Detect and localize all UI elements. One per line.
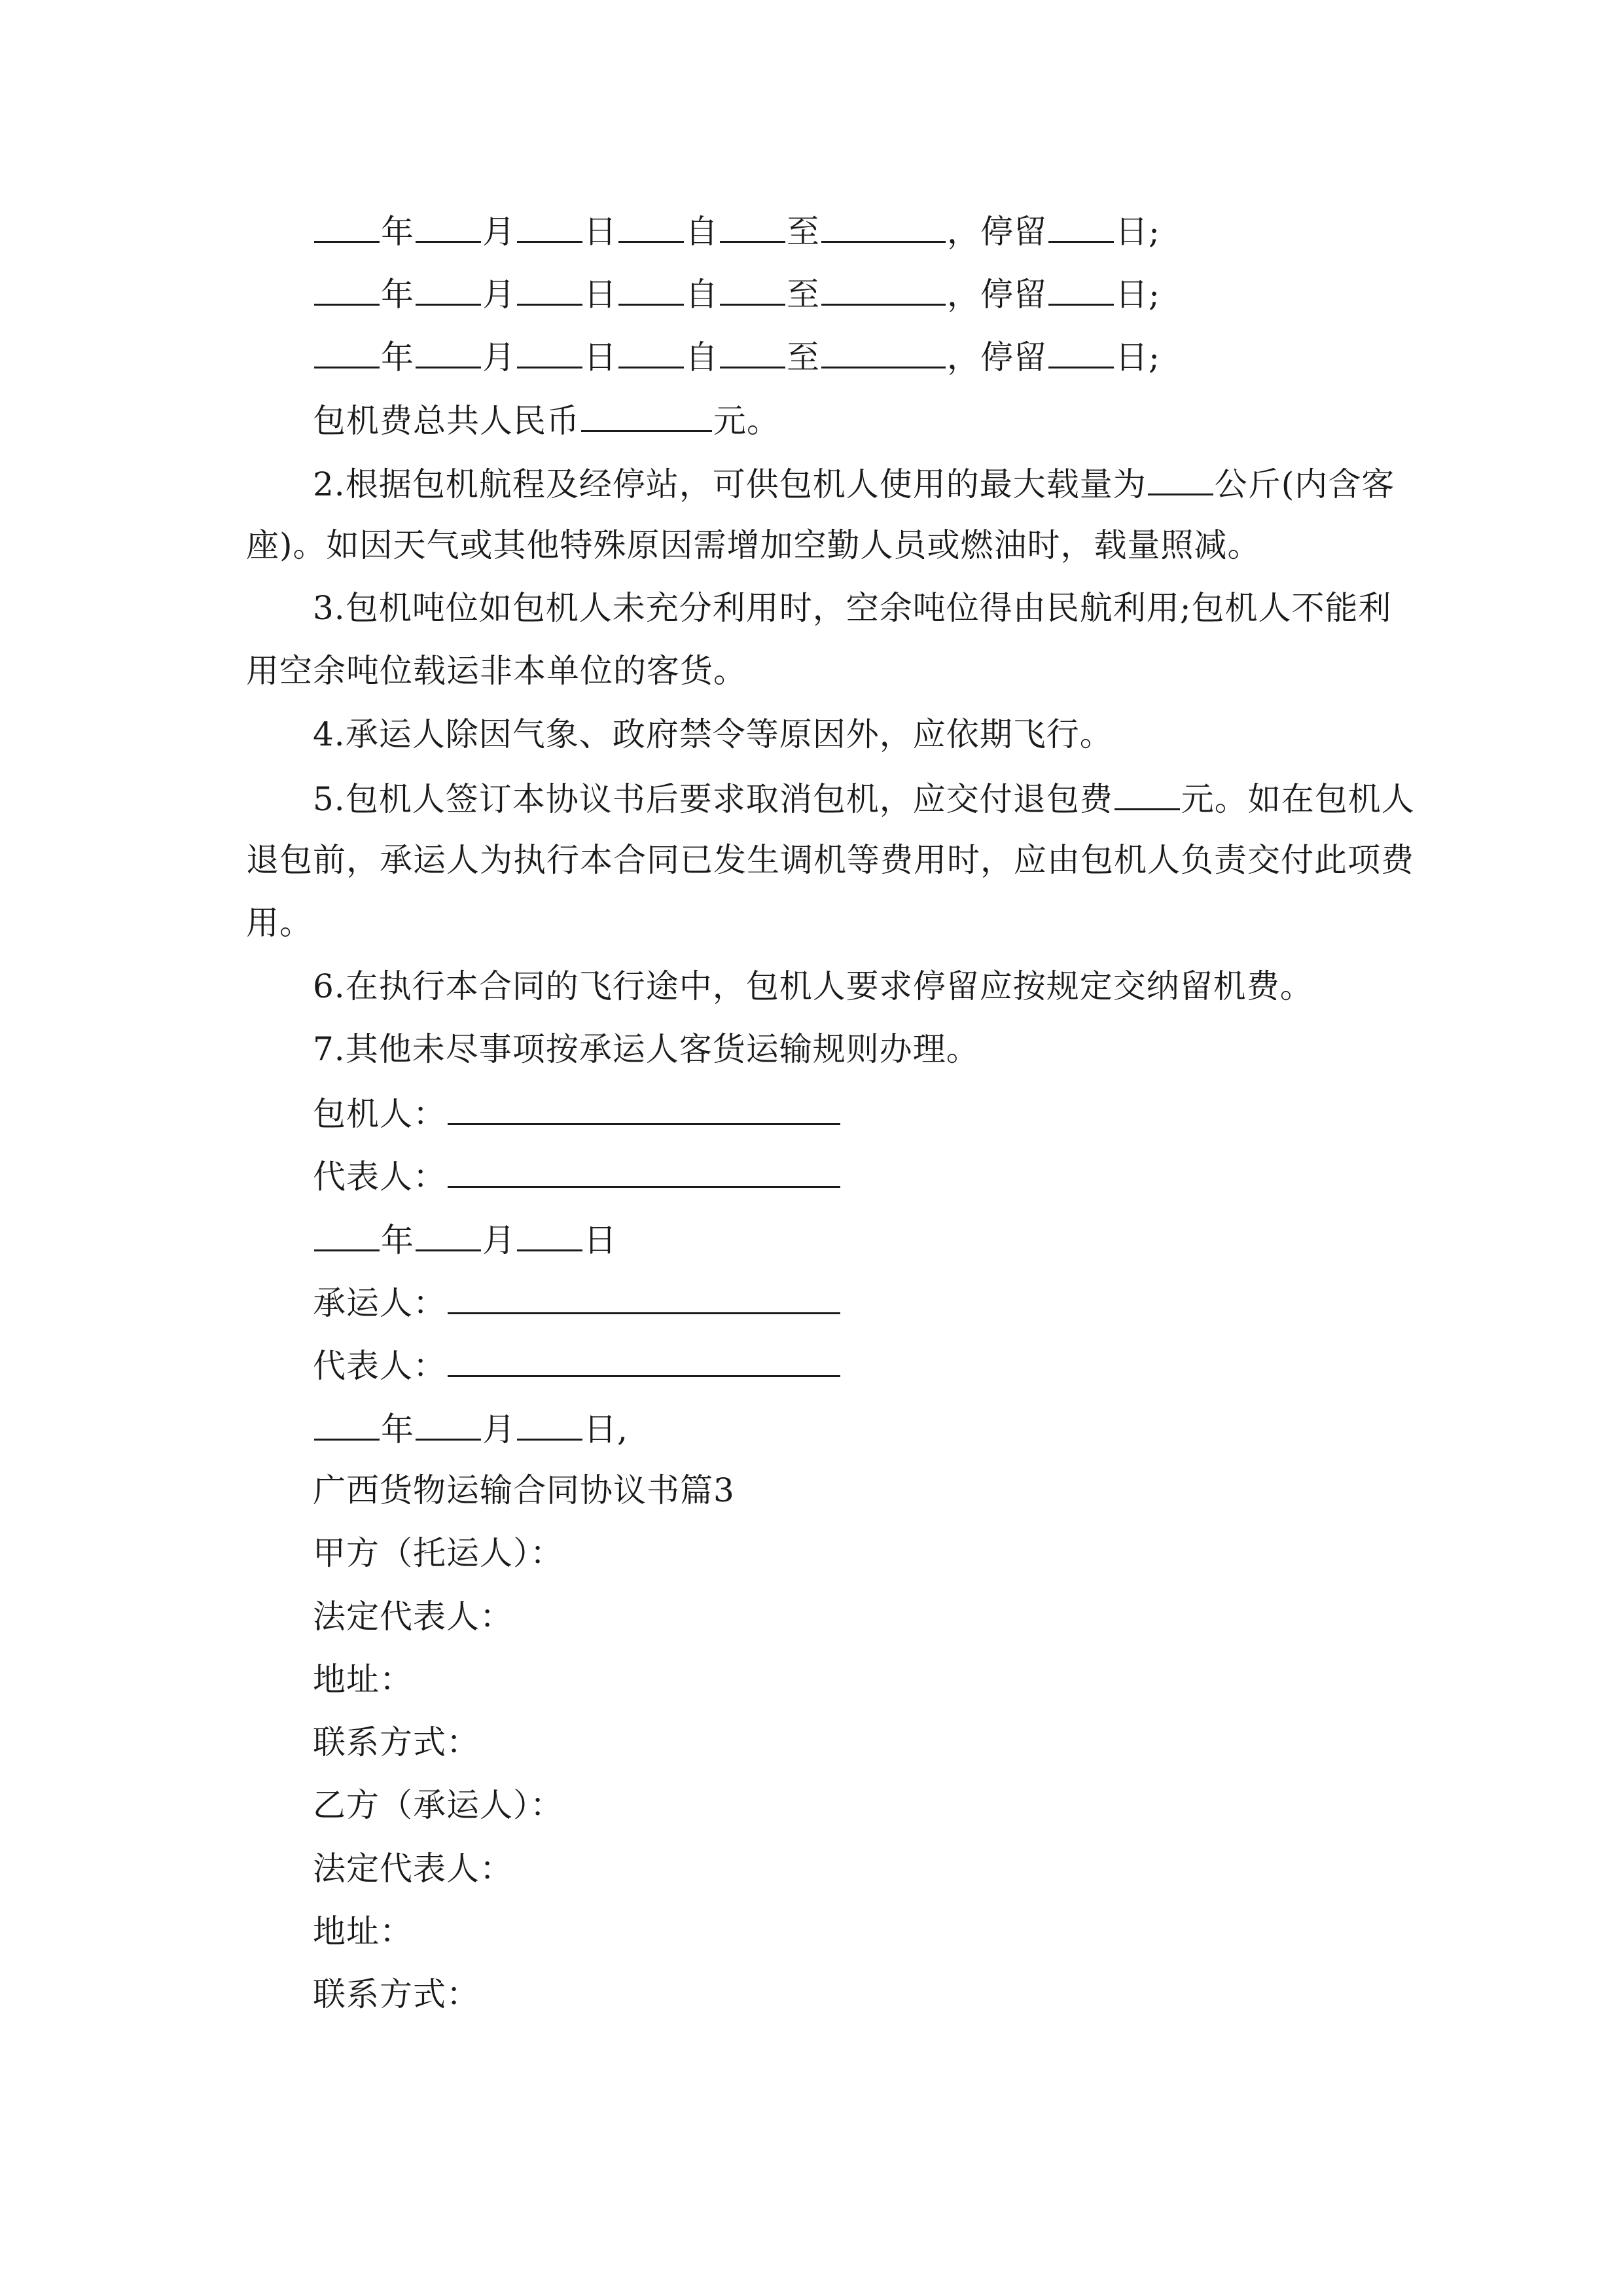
blank-field[interactable] <box>517 271 582 306</box>
clause-4: 4.承运人除因气象、政府禁令等原因外，应依期飞行。 <box>313 715 1113 753</box>
blank-field[interactable] <box>314 334 380 368</box>
blank-field[interactable] <box>821 271 946 306</box>
label: 月 <box>482 213 516 251</box>
clause-2-cont: 座)。如因天气或其他特殊原因需增加空勤人员或燃油时，载量照减。 <box>246 526 1261 564</box>
clause-7: 7.其他未尽事项按承运人客货运输规则办理。 <box>313 1030 980 1068</box>
blank-field[interactable] <box>618 271 684 306</box>
label: 年 <box>381 276 414 314</box>
blank-field[interactable] <box>720 208 785 243</box>
label: 年 <box>381 1410 414 1448</box>
blank-field[interactable] <box>517 1217 582 1251</box>
party-a-legal-rep: 法定代表人： <box>313 1598 513 1636</box>
party-b-legal-rep: 法定代表人： <box>313 1850 513 1888</box>
label: ，停留 <box>947 276 1047 314</box>
blank-field[interactable] <box>618 334 684 368</box>
label: 年 <box>381 338 414 376</box>
label: 日; <box>1115 338 1160 376</box>
party-b-contact: 联系方式： <box>313 1975 480 2013</box>
blank-field[interactable] <box>1048 271 1114 306</box>
label: 日; <box>1115 276 1160 314</box>
charterer-signature-field[interactable] <box>448 1090 840 1125</box>
carrier-signature-line <box>313 1280 1386 1325</box>
blank-field[interactable] <box>314 208 380 243</box>
clause-2 <box>313 461 1395 506</box>
blank-field[interactable] <box>314 1406 380 1441</box>
charterer-date-line <box>313 1217 1386 1262</box>
fee-total-line <box>313 397 1386 442</box>
label: 日; <box>1115 213 1160 251</box>
refund-fee-field[interactable] <box>1115 776 1180 810</box>
clause-3: 3.包机吨位如包机人未充分利用时，空余吨位得由民航利用;包机人不能利 <box>313 589 1392 627</box>
label: 自 <box>685 276 719 314</box>
label: 日 <box>584 338 617 376</box>
label: 至 <box>787 276 820 314</box>
schedule-row <box>313 271 1386 316</box>
label: 日 <box>584 213 617 251</box>
label: 年 <box>381 1221 414 1259</box>
label: 代表人： <box>313 1158 446 1196</box>
label: 日, <box>584 1410 628 1448</box>
party-a-contact: 联系方式： <box>313 1723 480 1761</box>
label: 月 <box>482 338 516 376</box>
blank-field[interactable] <box>517 1406 582 1441</box>
label: 元。 <box>713 402 780 440</box>
charterer-rep-line <box>313 1153 1386 1198</box>
party-b-title: 乙方（承运人）： <box>313 1786 563 1824</box>
clause-text: 5.包机人签订本协议书后要求取消包机，应交付退包费 <box>313 780 1113 818</box>
label: 年 <box>381 213 414 251</box>
clause-5-cont: 用。 <box>246 904 313 942</box>
blank-field[interactable] <box>1048 334 1114 368</box>
label: 包机人： <box>313 1095 446 1133</box>
charterer-signature-line <box>313 1090 1386 1136</box>
label: 承运人： <box>313 1284 446 1322</box>
fee-total-field[interactable] <box>581 397 712 432</box>
blank-field[interactable] <box>517 208 582 243</box>
carrier-signature-field[interactable] <box>448 1280 840 1314</box>
label: 月 <box>482 1410 516 1448</box>
label: ，停留 <box>947 338 1047 376</box>
blank-field[interactable] <box>416 1217 481 1251</box>
blank-field[interactable] <box>720 334 785 368</box>
label: 自 <box>685 213 719 251</box>
blank-field[interactable] <box>1048 208 1114 243</box>
blank-field[interactable] <box>416 334 481 368</box>
label: 日 <box>584 276 617 314</box>
label: 包机费总共人民币 <box>313 402 580 440</box>
blank-field[interactable] <box>821 334 946 368</box>
section-title: 广西货物运输合同协议书篇3 <box>313 1471 735 1509</box>
schedule-row <box>313 334 1386 379</box>
carrier-date-line <box>313 1406 1386 1451</box>
clause-3-cont: 用空余吨位载运非本单位的客货。 <box>246 652 747 690</box>
label: 月 <box>482 276 516 314</box>
label: 至 <box>787 338 820 376</box>
carrier-rep-field[interactable] <box>448 1342 840 1377</box>
max-load-field[interactable] <box>1148 461 1213 495</box>
charterer-rep-field[interactable] <box>448 1153 840 1188</box>
blank-field[interactable] <box>720 271 785 306</box>
label: 代表人： <box>313 1347 446 1385</box>
carrier-rep-line <box>313 1342 1386 1388</box>
clause-text: 公斤(内含客 <box>1214 465 1395 503</box>
label: 至 <box>787 213 820 251</box>
label: 月 <box>482 1221 516 1259</box>
party-a-title: 甲方（托运人）： <box>313 1534 563 1572</box>
label: 自 <box>685 338 719 376</box>
blank-field[interactable] <box>517 334 582 368</box>
label: 日 <box>584 1221 617 1259</box>
blank-field[interactable] <box>416 1406 481 1441</box>
blank-field[interactable] <box>416 208 481 243</box>
blank-field[interactable] <box>821 208 946 243</box>
party-b-address: 地址： <box>313 1912 413 1950</box>
clause-text: 2.根据包机航程及经停站，可供包机人使用的最大载量为 <box>313 465 1147 503</box>
blank-field[interactable] <box>618 208 684 243</box>
clause-text: 元。如在包机人 <box>1181 780 1415 818</box>
clause-5-cont: 退包前，承运人为执行本合同已发生调机等费用时，应由包机人负责交付此项费 <box>246 841 1414 879</box>
clause-6: 6.在执行本合同的飞行途中，包机人要求停留应按规定交纳留机费。 <box>313 967 1313 1005</box>
party-a-address: 地址： <box>313 1660 413 1698</box>
clause-5 <box>313 776 1415 821</box>
blank-field[interactable] <box>314 1217 380 1251</box>
blank-field[interactable] <box>314 271 380 306</box>
blank-field[interactable] <box>416 271 481 306</box>
schedule-row <box>313 208 1386 253</box>
label: ，停留 <box>947 213 1047 251</box>
